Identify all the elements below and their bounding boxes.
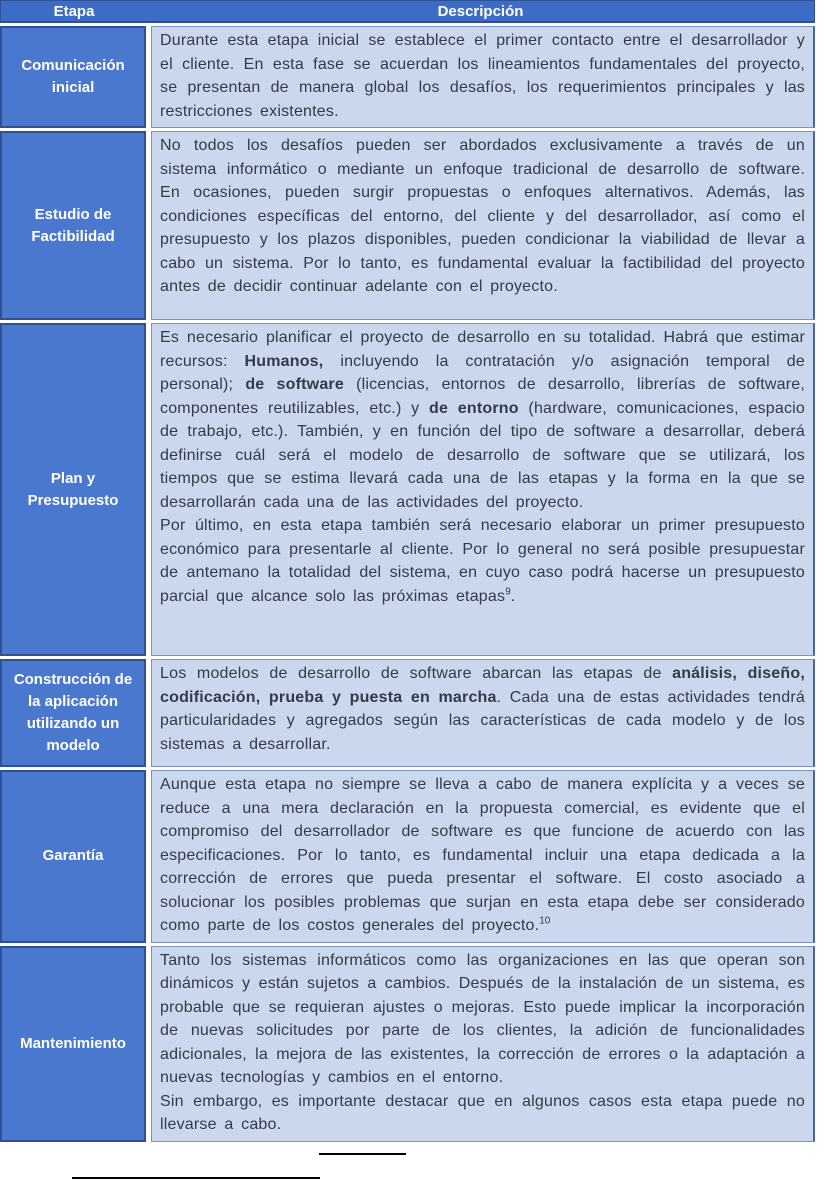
description-cell [151, 770, 815, 943]
table-row [0, 26, 815, 128]
paragraph: Es necesario planificar el proyecto de desarrollo en su totalidad. Habrá que estimar recursos: Humanos, incluyendo la contratación y/o asignación temporal de personal); de software (licencias, entornos de desarrollo, librerías de software, componentes reutilizables, etc.) y de entorno (hardware, comunicaciones, espacio de trabajo, etc.). También, y en función del tipo de software a desarrollar, deberá definirse cuál será el modelo de desarrollo de software que se utilizará, los tiempos que se estima llevará cada una de las etapas y la forma en la que se desarrollarán cada una de las actividades del proyecto. [160, 329, 805, 511]
stage-cell-construccion-aplicacion: Construcción de la aplicación utilizando un modelo [0, 659, 146, 767]
paragraph: Aunque esta etapa no siempre se lleva a cabo de manera explícita y a veces se reduce a una mera declaración en la propuesta comercial, es evidente que el compromiso del desarrollador de software es que funcione de acuerdo con las especificaciones. Por lo tanto, es fundamental incluir una etapa dedicada a la corrección de errores que pueda presentar el software. El costo asociado a solucionar los posibles problemas que surjan en esta etapa debe ser considerado como parte de los costos generales del proyecto.$^{10}$ [160, 776, 805, 934]
table-header-row [0, 0, 815, 23]
stage-cell-garantia: Garantía [0, 770, 146, 943]
footnote-separator-short [319, 1153, 406, 1155]
footnote-separator-long [72, 1177, 320, 1179]
paragraph: Por último, en esta etapa también será necesario elaborar un primer presupuesto económico para presentarle al cliente. Por lo general no será posible presupuestar de antemano la totalidad del sistema, en cuyo caso podrá hacerse un presupuesto parcial que alcance solo las próximas etapas$^9$. [160, 517, 805, 605]
column-header-descripcion: Descripción [437, 2, 524, 20]
description-cell [151, 26, 815, 128]
table-row [0, 946, 815, 1142]
paragraph: Sin embargo, es importante destacar que en algunos casos esta etapa puede no llevarse a cabo. [160, 1092, 805, 1133]
description-cell [151, 323, 815, 656]
description-cell [151, 131, 815, 320]
paragraph: Los modelos de desarrollo de software abarcan las etapas de análisis, diseño, codificación, prueba y puesta en marcha. Cada una de estas actividades tendrá particularidades y agregados según las características de cada modelo y de los sistemas a desarrollar. [160, 665, 805, 753]
column-header-etapa: Etapa [53, 2, 95, 20]
table-row [0, 323, 815, 656]
stage-cell-comunicacion-inicial: Comunicación inicial [0, 26, 146, 128]
description-cell [151, 946, 815, 1142]
paragraph: Tanto los sistemas informáticos como las organizaciones en las que operan son dinámicos y están sujetos a cambios. Después de la instalación de un sistema, es probable que se requieran ajustes o mejoras. Esto puede implicar la incorporación de nuevas solicitudes por parte de los clientes, la adición de funcionalidades adicionales, la mejora de las existentes, la corrección de errores o la adaptación a nuevas tecnologías y cambios en el entorno. [160, 951, 805, 1086]
paragraph: Durante esta etapa inicial se establece el primer contacto entre el desarrollador y el cliente. En esta fase se acuerdan los lineamientos fundamentales del proyecto, se presentan de manera global los desafíos, los requerimientos principales y las restricciones existentes. [160, 32, 805, 120]
paragraph: No todos los desafíos pueden ser abordados exclusivamente a través de un sistema informático o mediante un enfoque tradicional de desarrollo de software. En ocasiones, pueden surgir propuestas o enfoques alternativos. Además, las condiciones específicas del entorno, del cliente y del desarrollador, así como el presupuesto y los plazos disponibles, pueden condicionar la viabilidad de llevar a cabo un sistema. Por lo tanto, es fundamental evaluar la factibilidad del proyecto antes de decidir continuar adelante con el proyecto. [160, 137, 805, 295]
description-cell [151, 659, 815, 767]
table-row [0, 770, 815, 943]
table-row [0, 131, 815, 320]
stage-cell-estudio-de-factibilidad: Estudio de Factibilidad [0, 131, 146, 320]
table-row [0, 659, 815, 767]
stage-cell-plan-y-presupuesto: Plan y Presupuesto [0, 323, 146, 656]
stage-cell-mantenimiento: Mantenimiento [0, 946, 146, 1142]
